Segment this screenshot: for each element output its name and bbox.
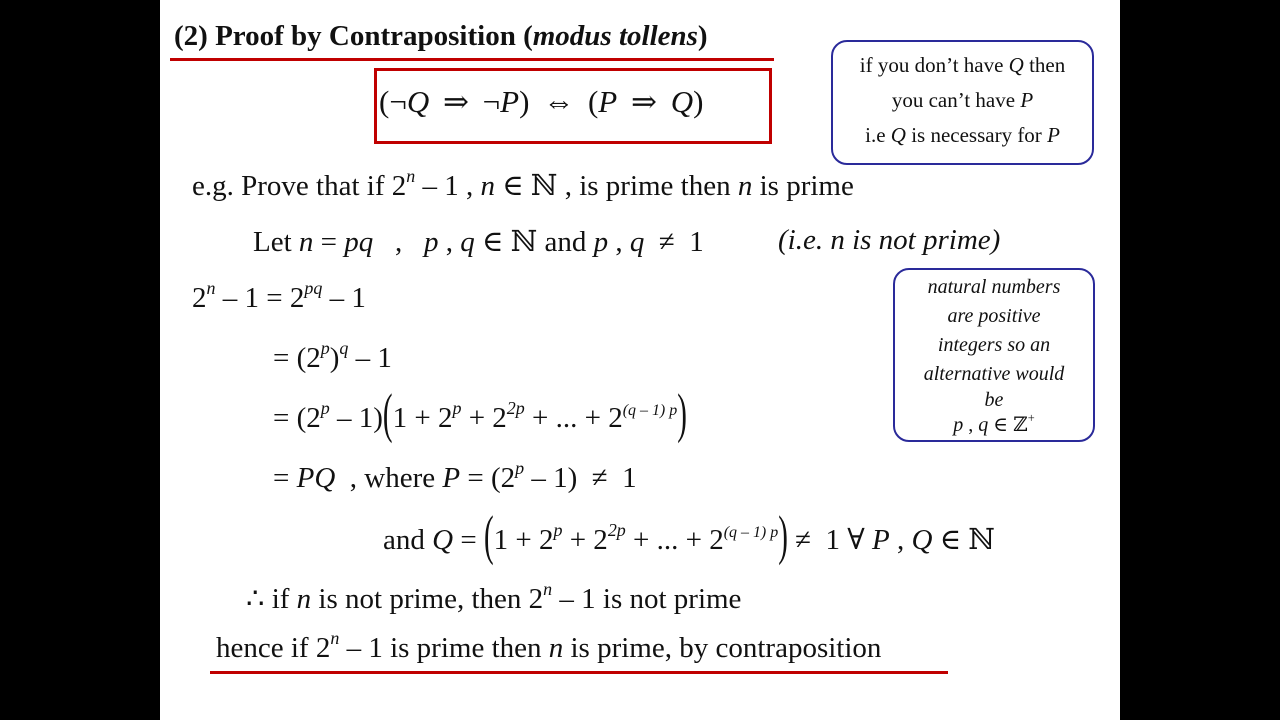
contraposition-formula: (¬Q ⇒ ¬P) ⇔ (P ⇒ Q): [379, 84, 704, 119]
let-assumption: Let n = pq , p , q ∈ ℕ and p , q ≠ 1: [253, 226, 704, 258]
conclusion-underline: [210, 671, 948, 674]
step-4: = PQ , where $P = (2^p - 1) \ne 1$: [273, 457, 637, 494]
example-statement: e.g. Prove that if 2$^n$ – 1 , n ∈ ℕ , is prime then n is prime: [192, 165, 854, 202]
conclusion-statement: hence if 2$^n$ – 1 is prime then n is prime, by contraposition: [216, 627, 882, 664]
left-paren: (: [483, 506, 494, 567]
step-1: $2^n - 1 = 2^{pq} - 1$: [192, 277, 366, 314]
step-2: = $(2^p)^q - 1$: [273, 337, 392, 374]
step-3: = $(2^p - 1)(1 + 2^p + 2^{2p}$ + ... + $2^{(q - 1) p}$): [273, 384, 687, 445]
not-prime-remark: (i.e. n is not prime): [778, 224, 1001, 256]
title-underline: [170, 58, 774, 61]
natural-numbers-note: natural numbers are positive integers so an alternative would be p , q ∈ ℤ+: [893, 268, 1095, 442]
title-italic: modus tollens: [532, 20, 698, 52]
necessary-condition-note: if you don’t have Q then you can’t have P i.e Q is necessary for P: [831, 40, 1094, 165]
right-paren: ): [677, 384, 687, 445]
right-paren: ): [778, 506, 788, 567]
slide-title: (2) Proof by Contraposition (modus tollens): [174, 20, 708, 52]
therefore-statement: ∴ if n is not prime, then 2$^n$ – 1 is not prime: [246, 578, 742, 615]
left-paren: (: [382, 384, 393, 445]
step-5: and $Q = (1 + 2^p + 2^{2p}$ + ... + $2^{(q - 1) p}) \ne 1$ ∀ P , Q ∈ ℕ: [383, 506, 995, 567]
slide: [160, 0, 1120, 720]
